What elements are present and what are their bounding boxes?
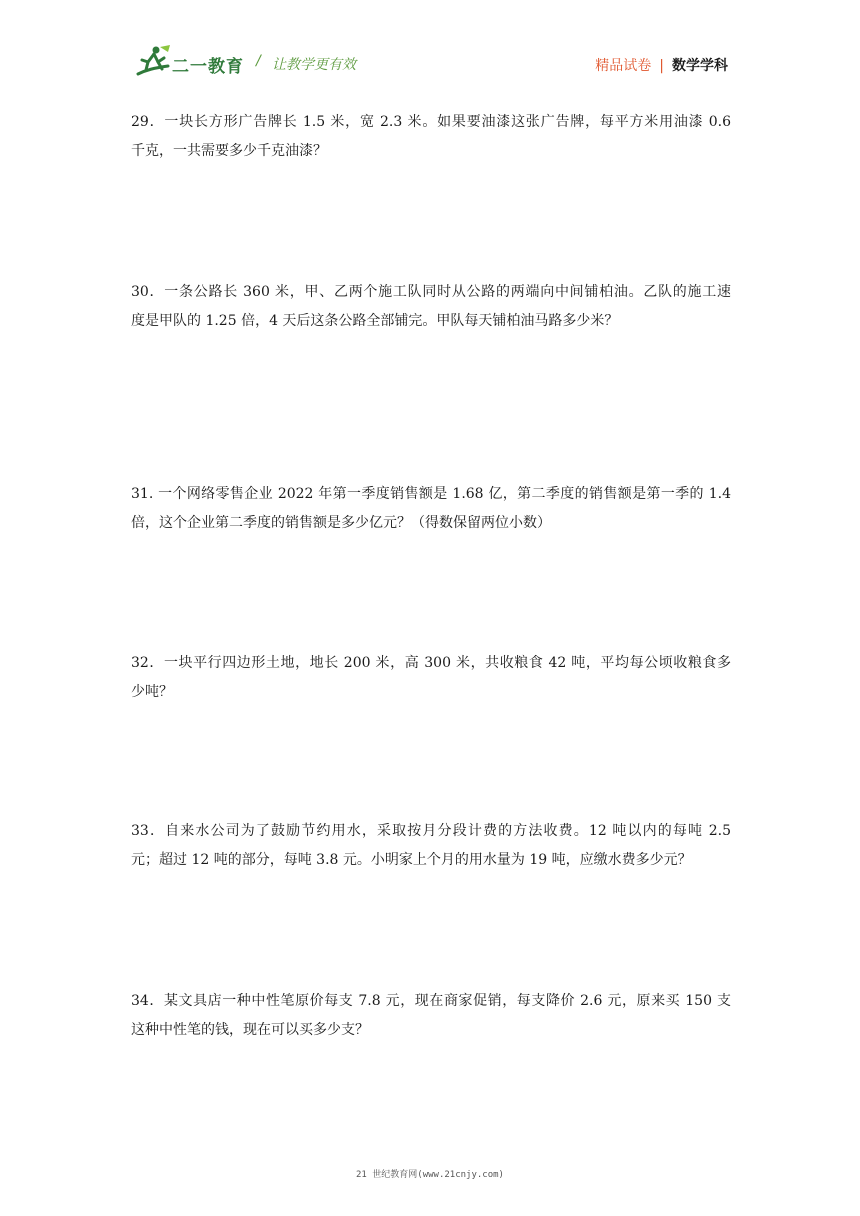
- question-line: 31. 一个网络零售企业 2022 年第一季度销售额是 1.68 亿，第二季度的销售额是第一季的 1.4: [131, 486, 731, 502]
- tag-premium: 精品试卷: [595, 58, 652, 74]
- question-line: 33．自来水公司为了鼓励节约用水，采取按月分段计费的方法收费。12 吨以内的每吨 2.5: [131, 823, 731, 839]
- question-29: [131, 108, 731, 166]
- page-footer: 21 世纪教育网(www.21cnjy.com): [356, 1170, 504, 1180]
- page-header: [0, 0, 860, 95]
- question-line: 元；超过 12 吨的部分，每吨 3.8 元。小明家上个月的用水量为 19 吨，应缴水费多少元？: [131, 852, 692, 868]
- running-figure-icon: [134, 44, 174, 80]
- question-line: 度是甲队的 1.25 倍，4 天后这条公路全部铺完。甲队每天铺柏油马路多少米？: [131, 313, 619, 329]
- question-line: 倍，这个企业第二季度的销售额是多少亿元？（得数保留两位小数）: [131, 515, 551, 531]
- header-tags: [595, 55, 728, 75]
- question-30: [131, 278, 731, 336]
- question-32: [131, 649, 731, 707]
- brand-logo: [134, 44, 364, 84]
- brand-separator: /: [256, 53, 261, 69]
- tag-separator: |: [659, 58, 664, 74]
- question-line: 34．某文具店一种中性笔原价每支 7.8 元，现在商家促销，每支降价 2.6 元，原来买 150 支: [131, 993, 731, 1009]
- question-line: 千克，一共需要多少千克油漆？: [131, 143, 327, 159]
- brand-slogan: 让教学更有效: [272, 57, 356, 73]
- question-33: [131, 817, 731, 875]
- question-line: 这种中性笔的钱，现在可以买多少支？: [131, 1022, 369, 1038]
- tag-subject: 数学学科: [672, 58, 728, 74]
- question-line: 29．一块长方形广告牌长 1.5 米，宽 2.3 米。如果要油漆这张广告牌，每平方米用油漆 0.6: [131, 114, 731, 130]
- question-34: [131, 987, 731, 1045]
- brand-name: 二一教育: [172, 57, 244, 77]
- question-31: [131, 480, 731, 538]
- question-line: 32．一块平行四边形土地，地长 200 米，高 300 米，共收粮食 42 吨，平均每公顷收粮食多: [131, 655, 731, 671]
- question-line: 少吨？: [131, 684, 173, 700]
- question-line: 30．一条公路长 360 米，甲、乙两个施工队同时从公路的两端向中间铺柏油。乙队的施工速: [131, 284, 731, 300]
